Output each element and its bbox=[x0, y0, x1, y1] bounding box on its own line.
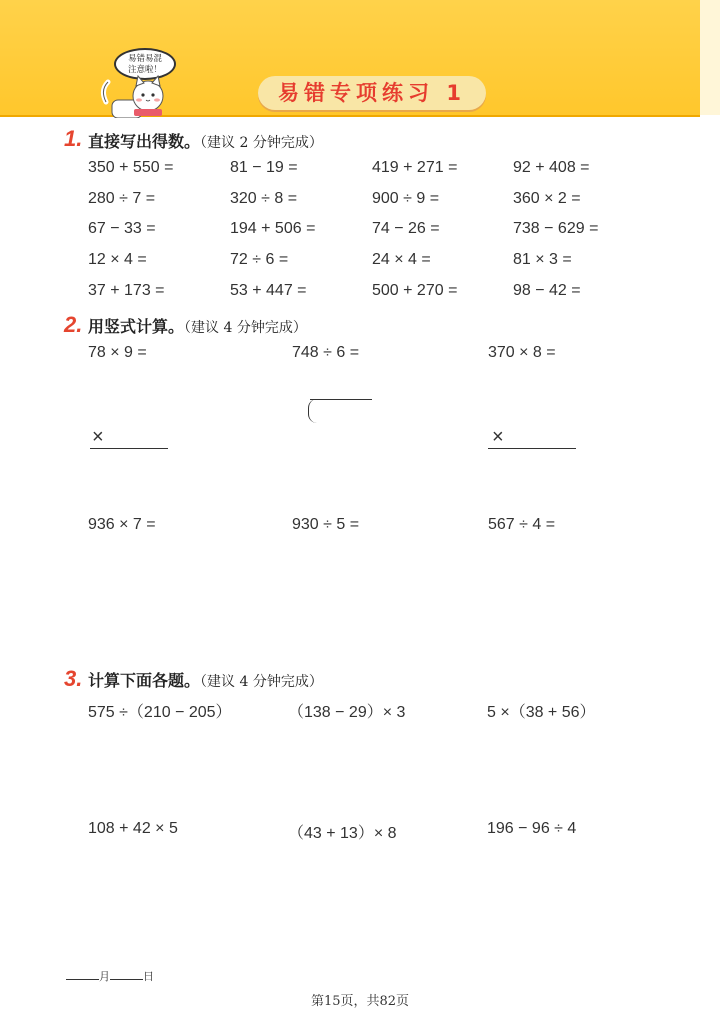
section-1-title-text: 直接写出得数。 bbox=[88, 132, 201, 151]
day-blank[interactable] bbox=[110, 969, 143, 980]
division-bracket-top bbox=[310, 399, 372, 400]
section-2-title bbox=[88, 314, 307, 337]
section-3-title-text: 计算下面各题。 bbox=[88, 671, 201, 690]
oral-problem: 900 ÷ 9 = bbox=[372, 190, 440, 207]
mixed-problem: （138 − 29）× 3 bbox=[288, 704, 406, 721]
banner-page-edge bbox=[700, 0, 720, 115]
cat-mascot-icon bbox=[100, 72, 180, 118]
speech-line-1: 易错易混 bbox=[127, 54, 162, 64]
vertical-problem: 370 × 8 = bbox=[488, 344, 556, 361]
oral-problem: 81 − 19 = bbox=[230, 159, 298, 176]
mixed-problem: 5 ×（38 + 56） bbox=[487, 704, 596, 721]
vertical-problem: 936 × 7 = bbox=[88, 516, 156, 533]
mixed-problem: 108 + 42 × 5 bbox=[88, 820, 178, 837]
oral-problem: 320 ÷ 8 = bbox=[230, 190, 298, 207]
vertical-problem: 567 ÷ 4 = bbox=[488, 516, 556, 533]
answer-line bbox=[90, 448, 168, 449]
division-bracket bbox=[308, 399, 317, 423]
day-label: 日 bbox=[143, 970, 154, 983]
oral-problem: 53 + 447 = bbox=[230, 282, 307, 299]
section-2-hint: （建议 4 分钟完成） bbox=[184, 320, 307, 336]
section-3-hint: （建议 4 分钟完成） bbox=[200, 674, 323, 690]
vertical-problem: 78 × 9 = bbox=[88, 344, 147, 361]
oral-problem: 67 − 33 = bbox=[88, 220, 156, 237]
month-label: 月 bbox=[99, 970, 110, 983]
oral-problem: 92 + 408 = bbox=[513, 159, 590, 176]
oral-problem: 24 × 4 = bbox=[372, 251, 431, 268]
section-2-number: 2. bbox=[64, 312, 83, 337]
vertical-problem: 748 ÷ 6 = bbox=[292, 344, 360, 361]
oral-problem: 72 ÷ 6 = bbox=[230, 251, 289, 268]
oral-problem: 360 × 2 = bbox=[513, 190, 581, 207]
oral-problem: 37 + 173 = bbox=[88, 282, 165, 299]
mixed-problem: 575 ÷（210 − 205） bbox=[88, 704, 232, 721]
speech-line-2: 注意啦！ bbox=[127, 65, 162, 75]
oral-problem: 350 + 550 = bbox=[88, 159, 174, 176]
oral-problem: 738 − 629 = bbox=[513, 220, 599, 237]
month-blank[interactable] bbox=[66, 969, 99, 980]
oral-problem: 194 + 506 = bbox=[230, 220, 316, 237]
section-2-title-text: 用竖式计算。 bbox=[88, 317, 185, 336]
oral-problem: 81 × 3 = bbox=[513, 251, 572, 268]
date-field bbox=[66, 968, 154, 984]
oral-problem: 500 + 270 = bbox=[372, 282, 458, 299]
oral-problem: 280 ÷ 7 = bbox=[88, 190, 156, 207]
section-3-number: 3. bbox=[64, 666, 83, 691]
section-3-title bbox=[88, 668, 323, 691]
section-1-hint: （建议 2 分钟完成） bbox=[200, 135, 323, 151]
multiply-sign: × bbox=[492, 426, 504, 448]
oral-problem: 98 − 42 = bbox=[513, 282, 581, 299]
oral-problem: 419 + 271 = bbox=[372, 159, 458, 176]
multiply-sign: × bbox=[92, 426, 104, 448]
answer-line bbox=[488, 448, 576, 449]
vertical-problem: 930 ÷ 5 = bbox=[292, 516, 360, 533]
page-number: 第15页，共82页 bbox=[310, 994, 410, 1009]
section-1-title bbox=[88, 129, 323, 152]
mixed-problem: 196 − 96 ÷ 4 bbox=[487, 820, 577, 837]
page-title: 易错专项练习 1 bbox=[278, 81, 466, 105]
mixed-problem: （43 + 13）× 8 bbox=[288, 825, 397, 842]
oral-problem: 74 − 26 = bbox=[372, 220, 440, 237]
oral-problem: 12 × 4 = bbox=[88, 251, 147, 268]
section-1-number: 1. bbox=[64, 126, 83, 151]
